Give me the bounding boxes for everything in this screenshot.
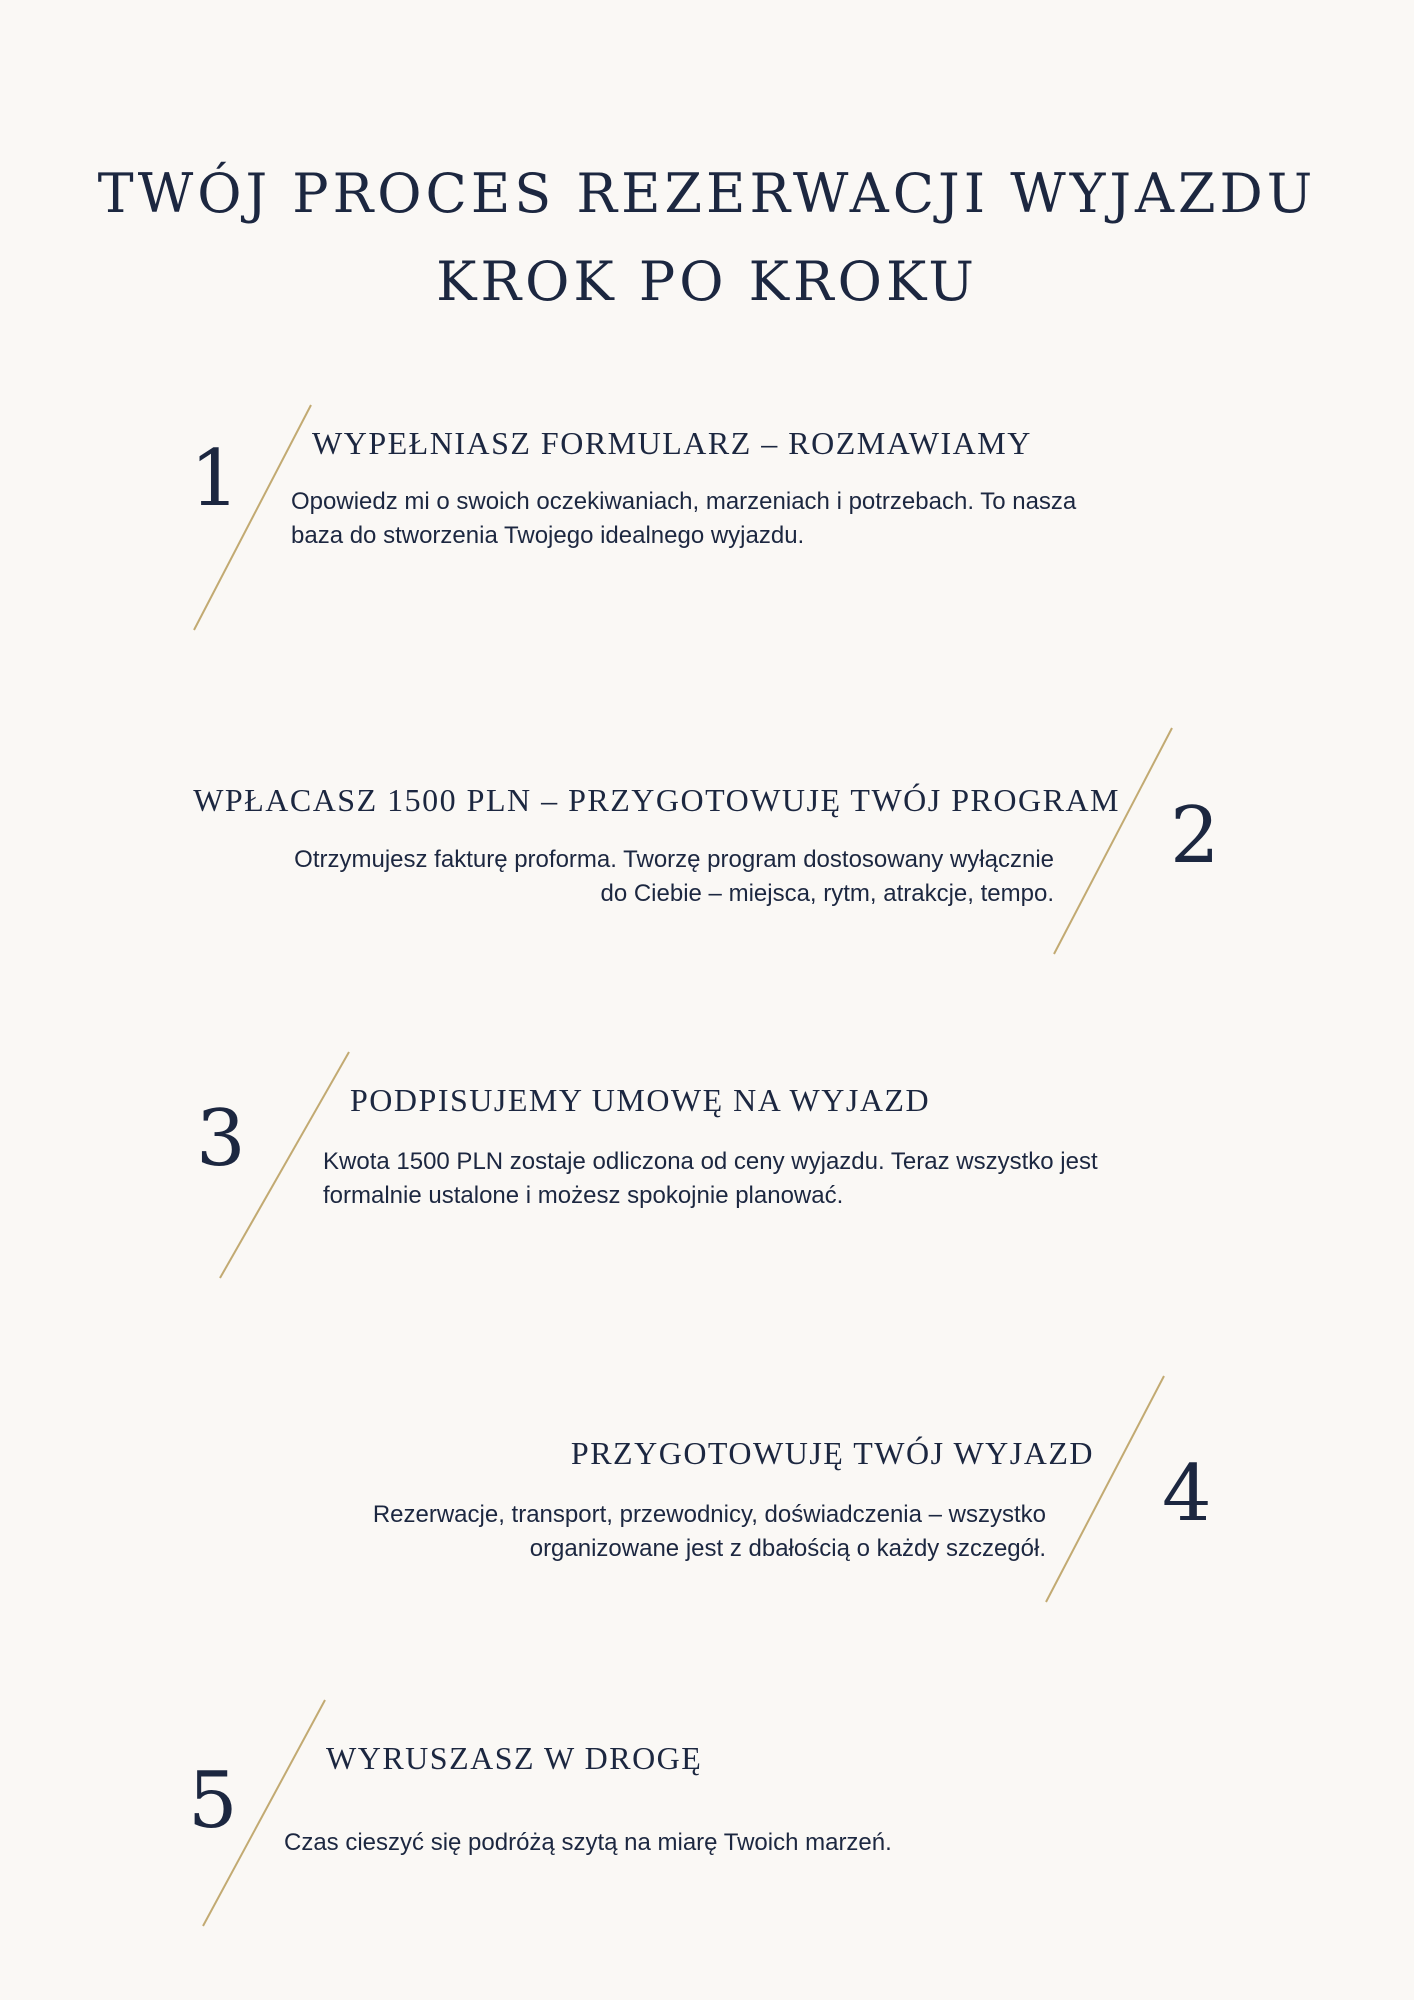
step-3-description (323, 1145, 1098, 1213)
step-1-description-line-2: baza do stworzenia Twojego idealnego wyjazdu. (291, 522, 805, 549)
step-2-description (140, 843, 1054, 911)
step-4-description-line-2: organizowane jest z dbałością o każdy szczegół. (529, 1535, 1046, 1562)
step-3-heading: PODPISUJEMY UMOWĘ NA WYJAZD (350, 1082, 931, 1118)
step-4-divider (1046, 1376, 1164, 1602)
step-3-number: 3 (196, 1094, 246, 1184)
step-4-description-line-1: Rezerwacje, transport, przewodnicy, doświadczenia – wszystko (372, 1501, 1046, 1528)
step-2-description-line-2: do Ciebie – miejsca, rytm, atrakcje, tempo. (600, 880, 1054, 907)
step-3-description-line-2: formalnie ustalone i możesz spokojnie planować. (323, 1182, 844, 1209)
step-1-heading: WYPEŁNIASZ FORMULARZ – ROZMAWIAMY (312, 425, 1032, 461)
step-4-number: 4 (1162, 1449, 1212, 1539)
step-4-heading: PRZYGOTOWUJĘ TWÓJ WYJAZD (570, 1435, 1094, 1471)
step-2-heading: WPŁACASZ 1500 PLN – PRZYGOTOWUJĘ TWÓJ PROGRAM (193, 782, 1120, 818)
step-1-number: 1 (190, 434, 240, 524)
step-5-description (284, 1826, 892, 1860)
step-5-heading: WYRUSZASZ W DROGĘ (326, 1740, 703, 1776)
step-5-number: 5 (188, 1756, 238, 1846)
page-title-line-1: TWÓJ PROCES REZERWACJI WYJAZDU (97, 162, 1317, 225)
step-5-description-line-1: Czas cieszyć się podróżą szytą na miarę Twoich marzeń. (284, 1829, 892, 1856)
step-1-description (291, 485, 1076, 553)
step-3-description-line-1: Kwota 1500 PLN zostaje odliczona od ceny wyjazdu. Teraz wszystko jest (323, 1148, 1098, 1175)
page-title-line-2: KROK PO KROKU (436, 250, 978, 313)
step-4-description (140, 1498, 1046, 1566)
step-1-description-line-1: Opowiedz mi o swoich oczekiwaniach, marzeniach i potrzebach. To nasza (291, 488, 1077, 515)
step-2-description-line-1: Otrzymujesz fakturę proforma. Tworzę program dostosowany wyłącznie (294, 846, 1054, 873)
step-2-number: 2 (1170, 791, 1220, 881)
step-2-divider (1054, 728, 1172, 954)
